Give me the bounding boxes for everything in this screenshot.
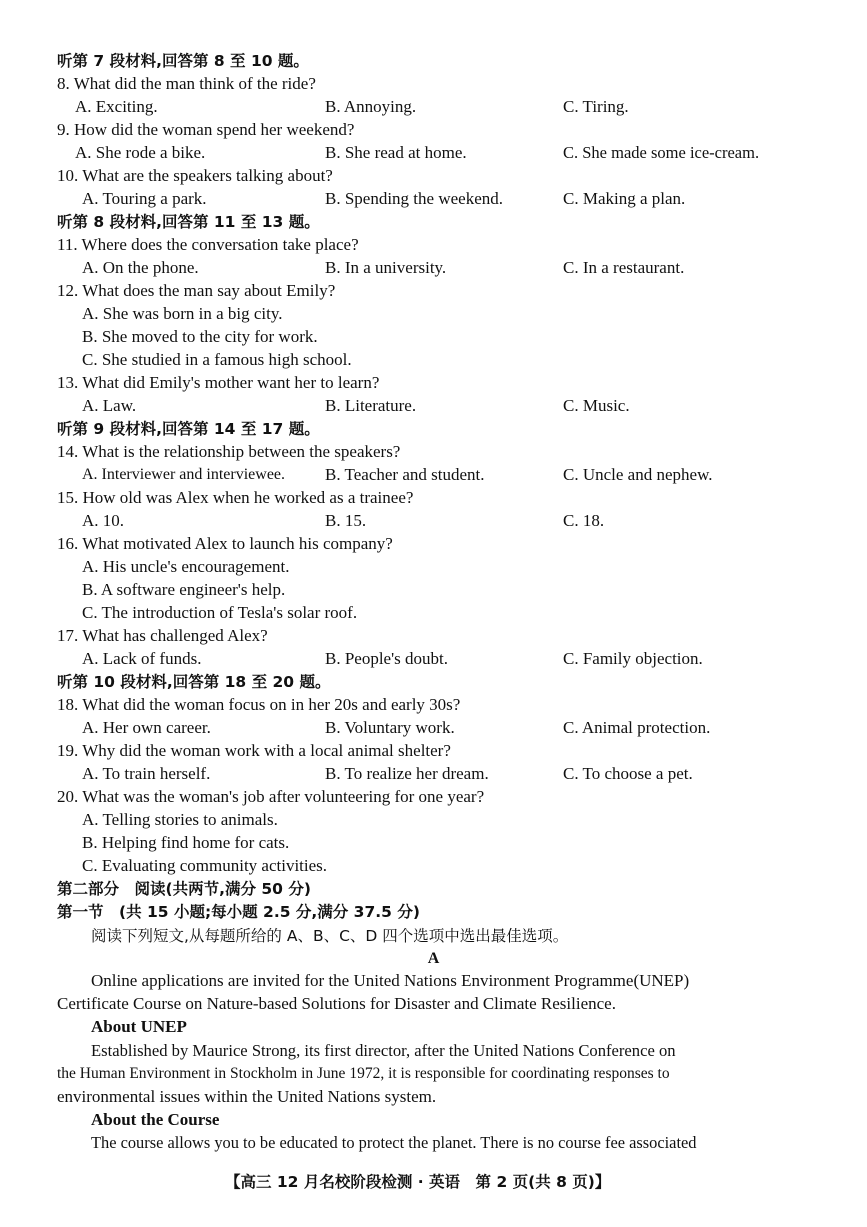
reading-part-header: 第二部分 阅读(共两节,满分 50 分) bbox=[57, 880, 311, 898]
question-20: 20. What was the woman's job after volunteering for one year? bbox=[57, 787, 485, 806]
q19-option-b: B. To realize her dream. bbox=[325, 764, 489, 783]
q14-option-b: B. Teacher and student. bbox=[325, 465, 485, 484]
q15-option-c: C. 18. bbox=[563, 511, 605, 530]
reading-section-header: 第一节 (共 15 小题;每小题 2.5 分,满分 37.5 分) bbox=[57, 903, 420, 921]
q18-option-b: B. Voluntary work. bbox=[325, 718, 455, 737]
q13-option-b: B. Literature. bbox=[325, 396, 417, 415]
q16-option-c: C. The introduction of Tesla's solar roof. bbox=[82, 603, 358, 622]
q18-option-a: A. Her own career. bbox=[82, 718, 211, 737]
question-19: 19. Why did the woman work with a local animal shelter? bbox=[57, 741, 451, 760]
q9-option-b: B. She read at home. bbox=[325, 143, 467, 162]
q14-option-a: A. Interviewer and interviewee. bbox=[82, 466, 286, 483]
q16-option-b: B. A software engineer's help. bbox=[82, 580, 286, 599]
q10-option-a: A. Touring a park. bbox=[82, 189, 207, 208]
question-16: 16. What motivated Alex to launch his company? bbox=[57, 534, 393, 553]
q16-option-a: A. His uncle's encouragement. bbox=[82, 557, 290, 576]
question-18: 18. What did the woman focus on in her 20s and early 30s? bbox=[57, 695, 461, 714]
passage-p3-line-1: The course allows you to be educated to protect the planet. There is no course fee associated bbox=[91, 1133, 697, 1152]
passage-p1-line-2: Certificate Course on Nature-based Solutions for Disaster and Climate Resilience. bbox=[57, 994, 616, 1013]
question-15: 15. How old was Alex when he worked as a trainee? bbox=[57, 488, 414, 507]
question-8: 8. What did the man think of the ride? bbox=[57, 74, 316, 93]
q8-option-a: A. Exciting. bbox=[75, 97, 158, 116]
q17-option-a: A. Lack of funds. bbox=[82, 649, 202, 668]
q12-option-a: A. She was born in a big city. bbox=[82, 304, 283, 323]
q20-option-c: C. Evaluating community activities. bbox=[82, 856, 328, 875]
q20-option-b: B. Helping find home for cats. bbox=[82, 833, 290, 852]
question-14: 14. What is the relationship between the speakers? bbox=[57, 442, 401, 461]
question-12: 12. What does the man say about Emily? bbox=[57, 281, 336, 300]
question-17: 17. What has challenged Alex? bbox=[57, 626, 268, 645]
section-8-header: 听第 8 段材料,回答第 11 至 13 题。 bbox=[57, 213, 320, 231]
q11-option-c: C. In a restaurant. bbox=[563, 258, 685, 277]
question-10: 10. What are the speakers talking about? bbox=[57, 166, 333, 185]
reading-instruction: 阅读下列短文,从每题所给的 A、B、C、D 四个选项中选出最佳选项。 bbox=[91, 927, 569, 945]
q8-option-c: C. Tiring. bbox=[563, 97, 629, 116]
q19-option-c: C. To choose a pet. bbox=[563, 764, 693, 783]
q18-option-c: C. Animal protection. bbox=[563, 718, 711, 737]
q9-option-a: A. She rode a bike. bbox=[75, 143, 206, 162]
about-unep-heading: About UNEP bbox=[91, 1017, 187, 1036]
q12-option-c: C. She studied in a famous high school. bbox=[82, 350, 352, 369]
page-footer: 【高三 12 月名校阶段检测 · 英语 第 2 页(共 8 页)】 bbox=[225, 1173, 611, 1191]
question-13: 13. What did Emily's mother want her to learn? bbox=[57, 373, 380, 392]
about-course-heading: About the Course bbox=[91, 1110, 220, 1129]
q17-option-c: C. Family objection. bbox=[563, 649, 703, 668]
q14-option-c: C. Uncle and nephew. bbox=[563, 465, 713, 484]
section-10-header: 听第 10 段材料,回答第 18 至 20 题。 bbox=[57, 673, 331, 691]
q15-option-a: A. 10. bbox=[82, 511, 125, 530]
question-9: 9. How did the woman spend her weekend? bbox=[57, 120, 355, 139]
section-9-header: 听第 9 段材料,回答第 14 至 17 题。 bbox=[57, 420, 320, 438]
passage-label: A bbox=[427, 950, 440, 967]
q12-option-b: B. She moved to the city for work. bbox=[82, 327, 318, 346]
section-7-header: 听第 7 段材料,回答第 8 至 10 题。 bbox=[57, 52, 309, 70]
q17-option-b: B. People's doubt. bbox=[325, 649, 449, 668]
q20-option-a: A. Telling stories to animals. bbox=[82, 810, 278, 829]
q10-option-b: B. Spending the weekend. bbox=[325, 189, 503, 208]
question-11: 11. Where does the conversation take place? bbox=[57, 235, 359, 254]
q13-option-a: A. Law. bbox=[82, 396, 137, 415]
q8-option-b: B. Annoying. bbox=[325, 97, 417, 116]
passage-p2-line-2: the Human Environment in Stockholm in June 1972, it is responsible for coordinating responses to bbox=[57, 1065, 670, 1082]
passage-p2-line-3: environmental issues within the United Nations system. bbox=[57, 1087, 437, 1106]
passage-p2-line-1: Established by Maurice Strong, its first director, after the United Nations Conference on bbox=[91, 1041, 676, 1060]
q10-option-c: C. Making a plan. bbox=[563, 189, 686, 208]
q19-option-a: A. To train herself. bbox=[82, 764, 211, 783]
q15-option-b: B. 15. bbox=[325, 511, 367, 530]
passage-p1-line-1: Online applications are invited for the United Nations Environment Programme(UNEP) bbox=[91, 971, 690, 990]
q11-option-b: B. In a university. bbox=[325, 258, 447, 277]
q13-option-c: C. Music. bbox=[563, 396, 630, 415]
q9-option-c: C. She made some ice-cream. bbox=[563, 143, 760, 162]
q11-option-a: A. On the phone. bbox=[82, 258, 199, 277]
